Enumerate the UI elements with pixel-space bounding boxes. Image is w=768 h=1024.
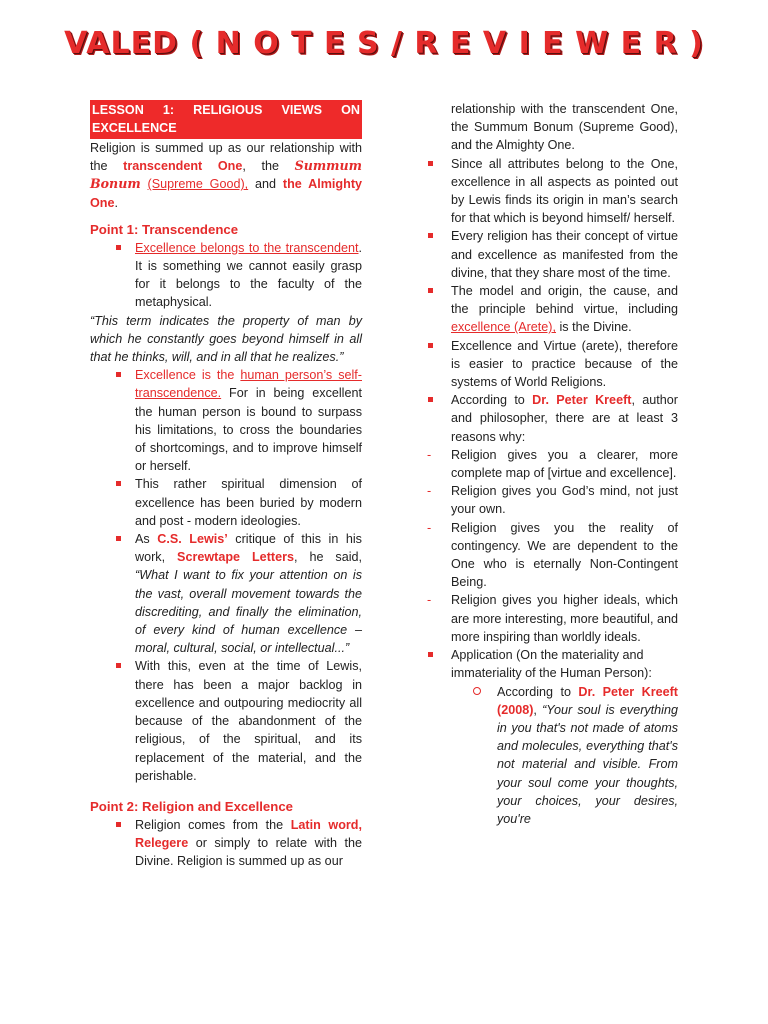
list-item: According to Dr. Peter Kreeft (2008), “Your soul is everything in you that's not made of atoms and molecules, everything that's not material and visible. From your soul come your thoughts, your choices, your desires, you're <box>451 683 678 829</box>
point2-heading: Point 2: Religion and Excellence <box>90 798 293 814</box>
list-item: Excellence is the human person’s self-transcendence. For in being excellent the human person is bound to surpass his limitations, to cross the boundaries of shortcomings, and to improve himself or herself. <box>90 366 362 475</box>
list-item: With this, even at the time of Lewis, there has been a major backlog in excellence and outpouring mediocrity all because of the abandonment of the religious, of the spiritual, and its replacement of the material, and the perishable. <box>90 657 362 784</box>
list-item: Every religion has their concept of virtue and excellence as manifested from the divine, that they share most of the time. <box>451 227 678 282</box>
list-item: The model and origin, the cause, and the principle behind virtue, including excellence (Arete), is the Divine. <box>451 282 678 337</box>
list-item: Application (On the materiality and immateriality of the Human Person): <box>451 646 678 682</box>
application-sublist <box>451 683 678 829</box>
list-item: This rather spiritual dimension of excellence has been buried by modern and post - modern ideologies. <box>90 475 362 530</box>
list-item: Religion comes from the Latin word, Relegere or simply to relate with the Divine. Religion is summed up as our <box>90 816 362 871</box>
list-item: Excellence and Virtue (arete), therefore is easier to practice because of the systems of World Religions. <box>451 337 678 392</box>
list-item: - Religion gives you God’s mind, not just your own. <box>451 482 678 518</box>
reasons-list <box>451 446 678 646</box>
point2-list-right <box>451 155 678 446</box>
list-item: Excellence belongs to the transcendent. It is something we cannot easily grasp for it belongs to the faculty of the metaphysical. <box>90 239 362 312</box>
right-column <box>451 100 678 828</box>
list-item: Since all attributes belong to the One, excellence in all aspects as pointed out by Lewis finds its origin in man’s search for that which is beyond himself/ herself. <box>451 155 678 228</box>
page-title: VALED ( N O T E S / R E V I E W E R ) <box>64 26 704 61</box>
point2-list <box>90 816 362 871</box>
point1-list <box>90 239 362 312</box>
point2-continuation: relationship with the transcendent One, the Summum Bonum (Supreme Good), and the Almighty One. <box>451 102 678 153</box>
point1-quote: “This term indicates the property of man by which he constantly goes beyond himself in all that he thinks, will, and in all that he realizes.” <box>90 313 362 365</box>
lesson-intro: Religion is summed up as our relationship with the transcendent One, the Summum Bonum (Supreme Good), and the Almighty One. <box>90 141 363 210</box>
lesson-banner: LESSON 1: RELIGIOUS VIEWS ON EXCELLENCE <box>90 100 362 139</box>
point1-heading: Point 1: Transcendence <box>90 221 239 237</box>
list-item: As C.S. Lewis’ critique of this in his work, Screwtape Letters, he said, “What I want to fix your attention on is the vast, overall movement towards the discrediting, and finally the elimination, of every kind of human excellence – moral, cultural, social, or intellectual...” <box>90 530 362 657</box>
list-item: According to Dr. Peter Kreeft, author and philosopher, there are at least 3 reasons why: <box>451 391 678 446</box>
list-item: - Religion gives you higher ideals, which are more interesting, more beautiful, and more inspiring than worldly ideals. <box>451 591 678 646</box>
point1-list-2 <box>90 366 362 785</box>
list-item: - Religion gives you the reality of contingency. We are dependent to the One who is eternally Non-Contingent Being. <box>451 519 678 592</box>
application-list <box>451 646 678 682</box>
left-column <box>90 100 362 871</box>
list-item: - Religion gives you a clearer, more complete map of [virtue and excellence]. <box>451 446 678 482</box>
